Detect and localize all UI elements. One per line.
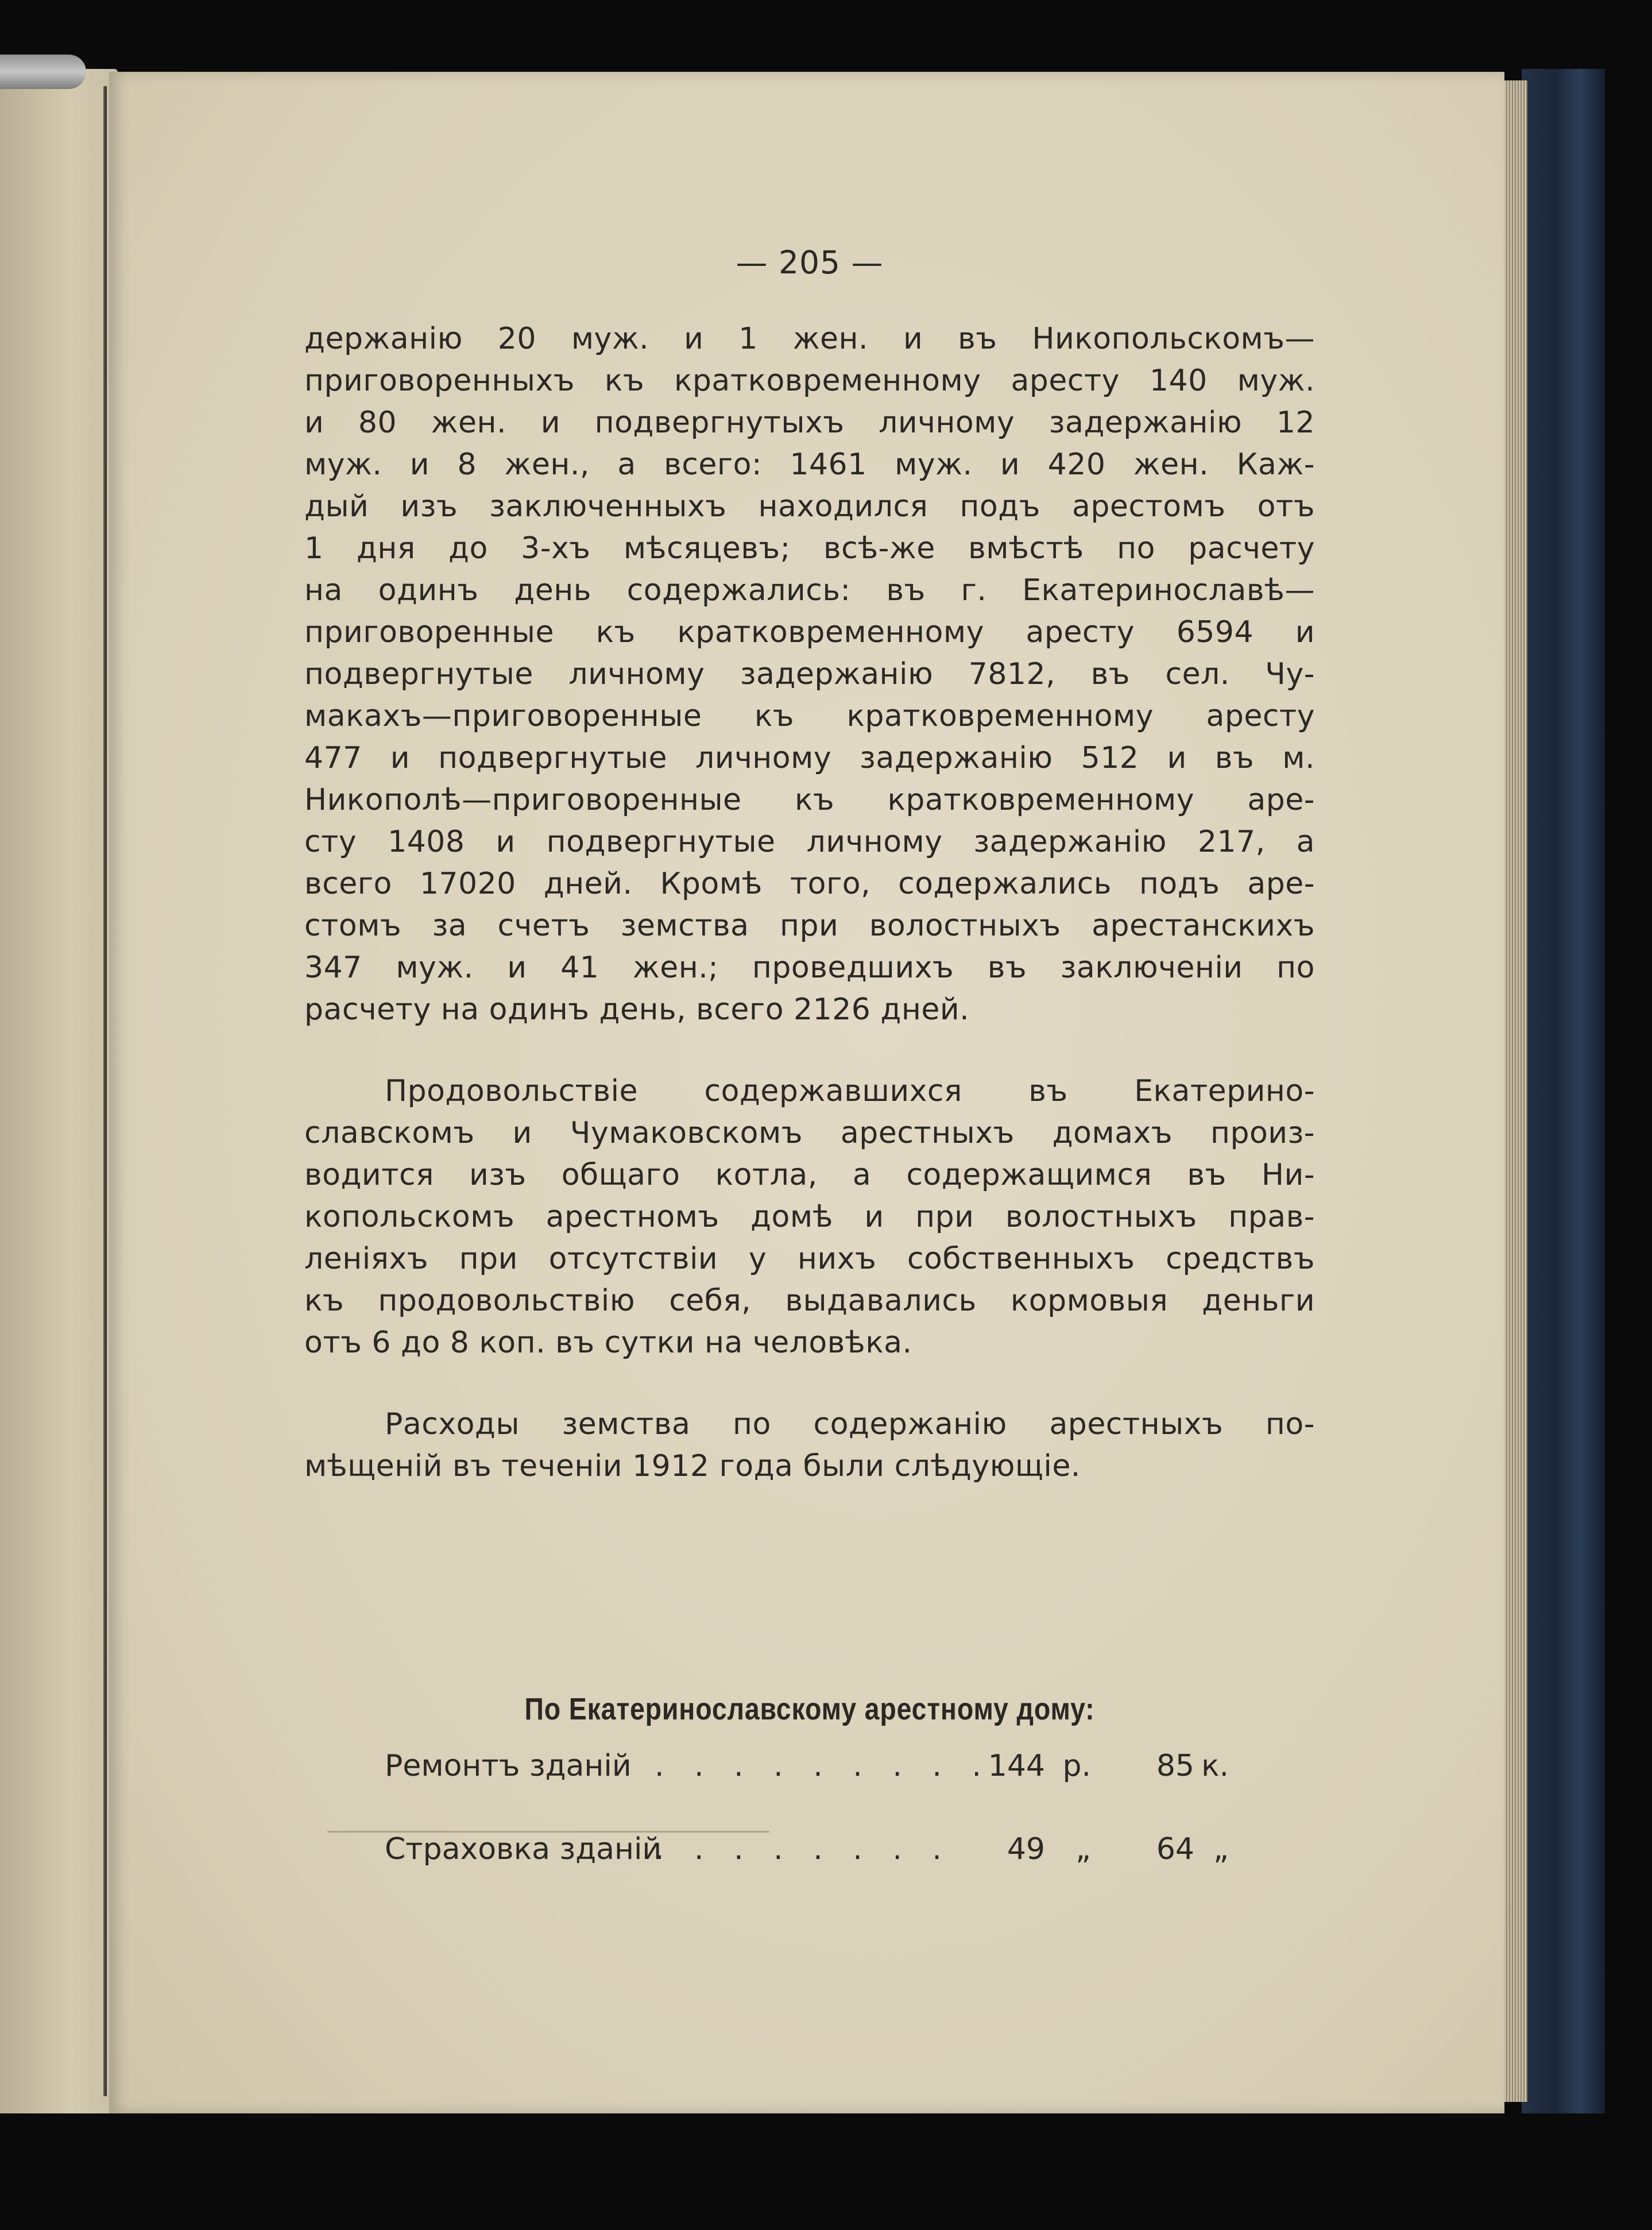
text-line: Продовольствіе содержавшихся въ Екатерино-	[385, 1074, 1315, 1108]
leader-dots: . . . . . . . .	[655, 1832, 952, 1866]
text-line: къ продовольствію себя, выдавались кормовыя деньги	[304, 1284, 1315, 1318]
faint-underline	[327, 1831, 769, 1833]
section-heading: По Екатеринославскому арестному дому:	[524, 1692, 1095, 1726]
text-line: славскомъ и Чумаковскомъ арестныхъ домахъ произ-	[304, 1116, 1315, 1150]
expense-kopeks: 85	[1156, 1749, 1194, 1783]
text-line: держанію 20 муж. и 1 жен. и въ Никопольскомъ—	[304, 322, 1315, 356]
text-line: сту 1408 и подвергнутые личному задержанію 217, а	[304, 825, 1315, 859]
text-line: подвергнутые личному задержанію 7812, въ сел. Чу-	[304, 657, 1315, 691]
text-line: стомъ за счетъ земства при волостныхъ арестанскихъ	[304, 909, 1315, 943]
expense-label: Ремонтъ зданій	[385, 1749, 632, 1783]
book-gutter	[103, 86, 107, 2096]
text-line: приговоренныхъ къ кратковременному аресту 140 муж.	[304, 364, 1315, 398]
expense-label: Страховка зданій	[385, 1832, 662, 1866]
text-line: 347 муж. и 41 жен.; проведшихъ въ заключеніи по	[304, 950, 1315, 985]
ruble-unit: р.	[1062, 1749, 1091, 1783]
text-line: муж. и 8 жен., а всего: 1461 муж. и 420 жен. Каж-	[304, 447, 1315, 482]
kopek-unit: „	[1213, 1832, 1229, 1866]
text-line: 477 и подвергнутые личному задержанію 512 и въ м.	[304, 741, 1315, 775]
book-cover-edge	[1522, 69, 1605, 2113]
text-line: 1 дня до 3-хъ мѣсяцевъ; всѣ-же вмѣстѣ по расчету	[304, 531, 1315, 566]
text-line: дый изъ заключенныхъ находился подъ арестомъ отъ	[304, 489, 1315, 524]
text-line: отъ 6 до 8 коп. въ сутки на человѣка.	[304, 1325, 912, 1360]
text-line: на одинъ день содержались: въ г. Екатеринославѣ—	[304, 573, 1315, 608]
text-line: Расходы земства по содержанію арестныхъ по-	[385, 1407, 1315, 1441]
expense-rubles: 49	[1007, 1832, 1045, 1866]
text-line: и 80 жен. и подвергнутыхъ личному задержанію 12	[304, 405, 1315, 440]
text-line: приговоренные къ кратковременному аресту 6594 и	[304, 615, 1315, 650]
text-line: всего 17020 дней. Кромѣ того, содержались подъ аре-	[304, 867, 1315, 901]
text-line: леніяхъ при отсутствіи у нихъ собственныхъ средствъ	[304, 1242, 1315, 1276]
leader-dots: . . . . . . . . .	[655, 1749, 992, 1783]
ruble-unit: „	[1075, 1832, 1091, 1866]
text-line: копольскомъ арестномъ домѣ и при волостныхъ прав-	[304, 1200, 1315, 1234]
kopek-unit: к.	[1201, 1749, 1229, 1783]
book-page	[109, 72, 1504, 2113]
text-line: расчету на одинъ день, всего 2126 дней.	[304, 992, 970, 1027]
bookmark-ribbon	[0, 55, 86, 89]
text-line: макахъ—приговоренные къ кратковременному аресту	[304, 699, 1315, 733]
text-line: водится изъ общаго котла, а содержащимся въ Ни-	[304, 1158, 1315, 1192]
page-number: — 205 —	[736, 244, 884, 281]
previous-page-edge	[0, 69, 118, 2113]
expense-rubles: 144	[988, 1749, 1045, 1783]
text-line: мѣщеній въ теченіи 1912 года были слѣдующіе.	[304, 1449, 1081, 1483]
text-line: Никополѣ—приговоренные къ кратковременному аре-	[304, 783, 1315, 817]
expense-kopeks: 64	[1156, 1832, 1194, 1866]
